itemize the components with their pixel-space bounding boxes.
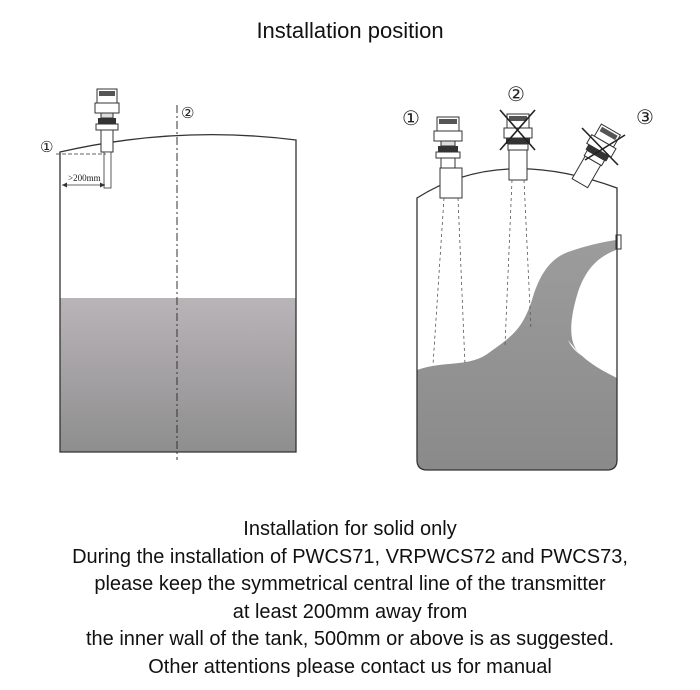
right-marker-2: ②	[507, 82, 525, 106]
left-tank	[40, 89, 296, 460]
left-marker-2: ②	[181, 104, 195, 122]
right-transmitter-3	[568, 123, 623, 191]
caption-line: During the installation of PWCS71, VRPWCS72 and PWCS73,	[72, 545, 628, 568]
caption-line: Installation for solid only	[243, 518, 457, 540]
page-title: Installation position	[256, 18, 444, 43]
distance-dimension	[62, 173, 105, 188]
right-marker-3: ③	[636, 105, 654, 129]
left-marker-1: ①	[40, 138, 54, 156]
caption-line: please keep the symmetrical central line of the transmitter	[94, 573, 606, 595]
right-tank-material	[417, 240, 617, 470]
right-marker-1: ①	[402, 106, 420, 130]
left-tank-material	[60, 298, 296, 452]
caption-line: the inner wall of the tank, 500mm or above is as suggested.	[85, 628, 615, 650]
distance-label: >200mm	[68, 173, 101, 183]
right-tank	[402, 82, 654, 470]
caption	[0, 516, 700, 681]
caption-line: Other attentions please contact us for manual	[148, 655, 552, 678]
right-beam-1	[433, 198, 465, 365]
caption-line: at least 200mm away from	[232, 600, 468, 623]
